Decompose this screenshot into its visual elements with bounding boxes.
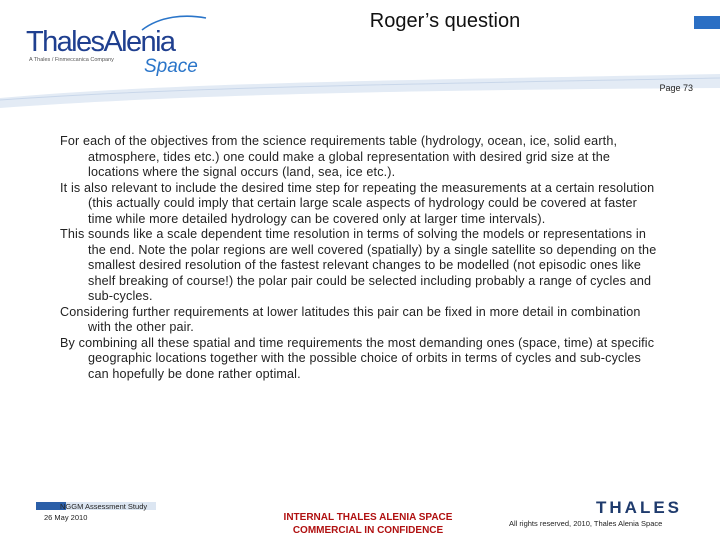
body-paragraph: For each of the objectives from the science requirements table (hydrology, ocean, ice, solid earth, atmosphere, tides etc.) one could make a global representation with desired grid size at the locations where the signal occurs (land, sea, ice etc.). xyxy=(60,134,618,179)
page-number: Page 73 xyxy=(659,83,693,93)
slide-body xyxy=(60,134,660,382)
confidentiality-line-1: INTERNAL THALES ALENIA SPACE xyxy=(283,512,453,523)
body-paragraph: By combining all these spatial and time requirements the most demanding ones (space, time) at specific geographic locations together with the possible choice of orbits in terms of cycles and sub-cycles can hopefully be done rather optimal. xyxy=(60,335,655,381)
thales-logo: THALES xyxy=(596,498,682,517)
confidentiality-line-2: COMMERCIAL IN CONFIDENCE xyxy=(292,525,444,536)
footer-date: 26 May 2010 xyxy=(44,513,88,522)
slide-title: Roger’s question xyxy=(369,10,521,32)
logo-space: Space xyxy=(144,56,198,77)
confidentiality-notice xyxy=(260,511,476,537)
body-paragraph: This sounds like a scale dependent time resolution in terms of solving the models or representations in the end. Note the polar regions are well covered (spatially) by a single satellite so depending on the smallest desired resolution of the fastest relevant changes to be modelled (not episodic ones like shelf breaking of course!) the polar pair could be selected including probably a range of cycles and sub-cycles. xyxy=(60,227,657,303)
footer-study-name: NGGM Assessment Study xyxy=(60,502,148,511)
body-paragraph: It is also relevant to include the desired time step for repeating the measurements at a certain resolution (this actually could imply that certain large scale aspects of hydrology could be covered at faster time while more detailed hydrology can be covered only at larger time intervals). xyxy=(60,180,655,226)
logo-wordmark: ThalesAlenia xyxy=(26,26,175,58)
slide-title-container xyxy=(0,10,720,33)
logo-tagline: A Thales / Finmeccanica Company xyxy=(29,57,114,63)
copyright-notice: All rights reserved, 2010, Thales Alenia Space xyxy=(509,519,663,528)
body-paragraph: Considering further requirements at lower latitudes this pair can be fixed in more detail in combination with the other pair. xyxy=(60,304,641,334)
